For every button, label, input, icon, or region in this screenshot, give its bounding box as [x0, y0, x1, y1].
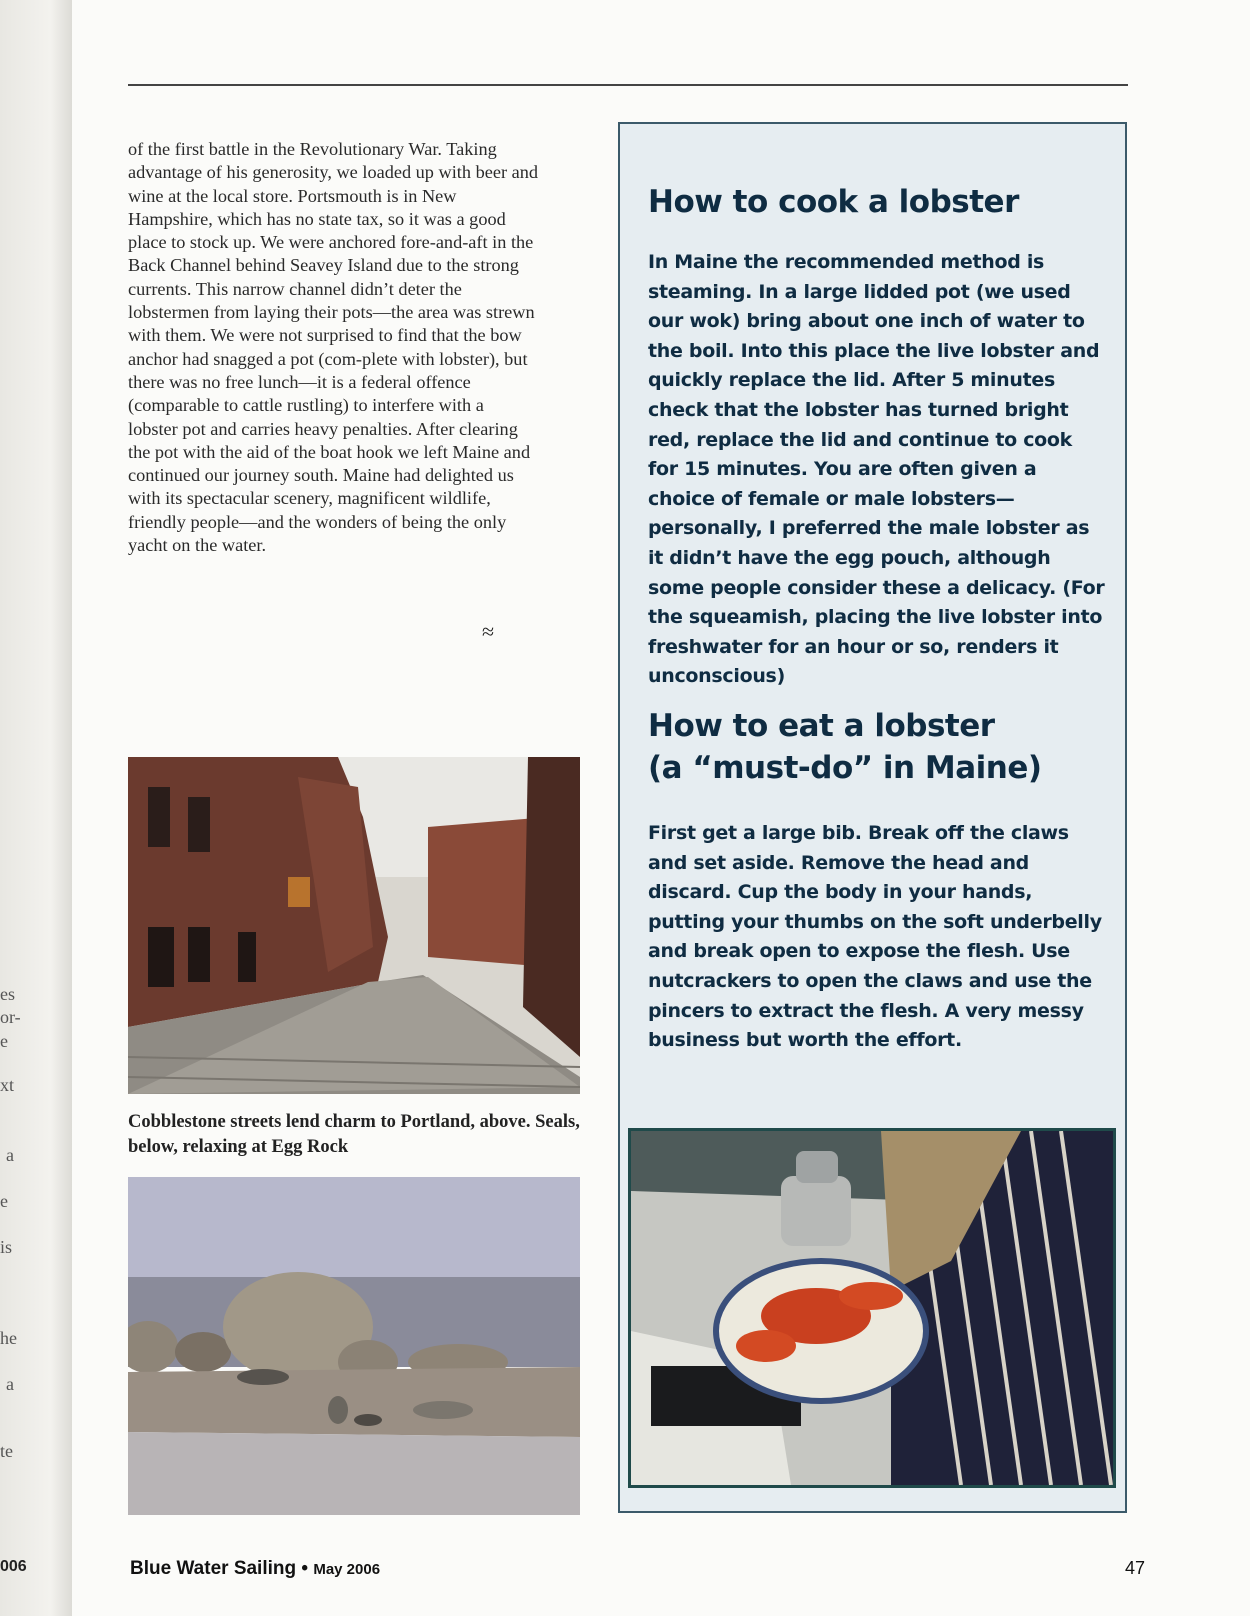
end-of-article-mark: ≈ — [482, 619, 495, 644]
margin-fragment: xt — [0, 1075, 15, 1095]
footer-separator: • — [296, 1558, 314, 1579]
article-body — [128, 138, 538, 557]
margin-fragment: is — [0, 1237, 13, 1257]
margin-fragment: te — [0, 1441, 13, 1461]
seals-egg-rock-photo — [128, 1177, 580, 1515]
eat-instructions: First get a large bib. Break off the claws and set aside. Remove the head and discard. Cup the body in your hands, putting your thumbs on the soft underbelly and break open to expose the flesh. Use nutcrackers to open the claws and use the pincers to extract the flesh. A very messy business but worth the effort. — [648, 822, 1102, 1052]
page-number: 47 — [1125, 1558, 1146, 1578]
cooked-lobster-photo — [628, 1128, 1116, 1488]
margin-fragment: a — [6, 1145, 14, 1165]
margin-fragment: es — [0, 984, 15, 1004]
cobblestone-street-photo — [128, 757, 580, 1094]
margin-fragment: e — [0, 1191, 8, 1211]
cook-instructions: In Maine the recommended method is steaming. In a large lidded pot (we used our wok) bring about one inch of water to the boil. Into this place the live lobster and quickly replace the lid. After 5 minutes check that the lobster has turned bright red, replace the lid and continue to cook for 15 minutes. You are often given a choice of female or male lobsters—personally, I preferred the male lobster as it didn’t have the egg pouch, although some people consider these a delicacy. (For the squeamish, placing the live lobster into freshwater for an hour or so, renders it unconscious) — [648, 251, 1105, 688]
margin-year-fragment: 006 — [0, 1558, 27, 1575]
footer-publication — [130, 1558, 380, 1580]
left-page-edge — [0, 0, 73, 1616]
margin-fragment: he — [0, 1328, 17, 1348]
eat-heading-line1: How to eat a lobster — [648, 708, 995, 744]
margin-fragment: a — [6, 1374, 14, 1394]
issue-date: May 2006 — [313, 1561, 381, 1578]
margin-fragment: e — [0, 1031, 8, 1051]
article-paragraph: of the first battle in the Revolutionary War. Taking advantage of his generosity, we loaded up with beer and wine at the local store. Portsmouth is in New Hampshire, which has no state tax, so it was a good place to stock up. We were anchored fore-and-aft in the Back Channel behind Seavey Island due to the strong currents. This narrow channel didn’t deter the lobstermen from laying their pots—the area was strewn with them. We were not surprised to find that the bow anchor had snagged a pot (com-plete with lobster), but there was no free lunch—it is a federal offence (comparable to cattle rustling) to interfere with a lobster pot and carries heavy penalties. After clearing the pot with the aid of the boat hook we left Maine and continued our journey south. Maine had delighted us with its spectacular scenery, magnificent wildlife, friendly people—and the wonders of being the only yacht on the water. — [128, 139, 539, 556]
margin-fragment: or- — [0, 1007, 21, 1027]
photo-caption: Cobblestone streets lend charm to Portland, above. Seals, below, relaxing at Egg Rock — [128, 1112, 580, 1157]
top-rule — [128, 84, 1128, 86]
cook-heading: How to cook a lobster — [648, 184, 1019, 220]
publication-name: Blue Water Sailing — [130, 1558, 297, 1579]
eat-heading-line2: (a “must-do” in Maine) — [648, 750, 1042, 786]
